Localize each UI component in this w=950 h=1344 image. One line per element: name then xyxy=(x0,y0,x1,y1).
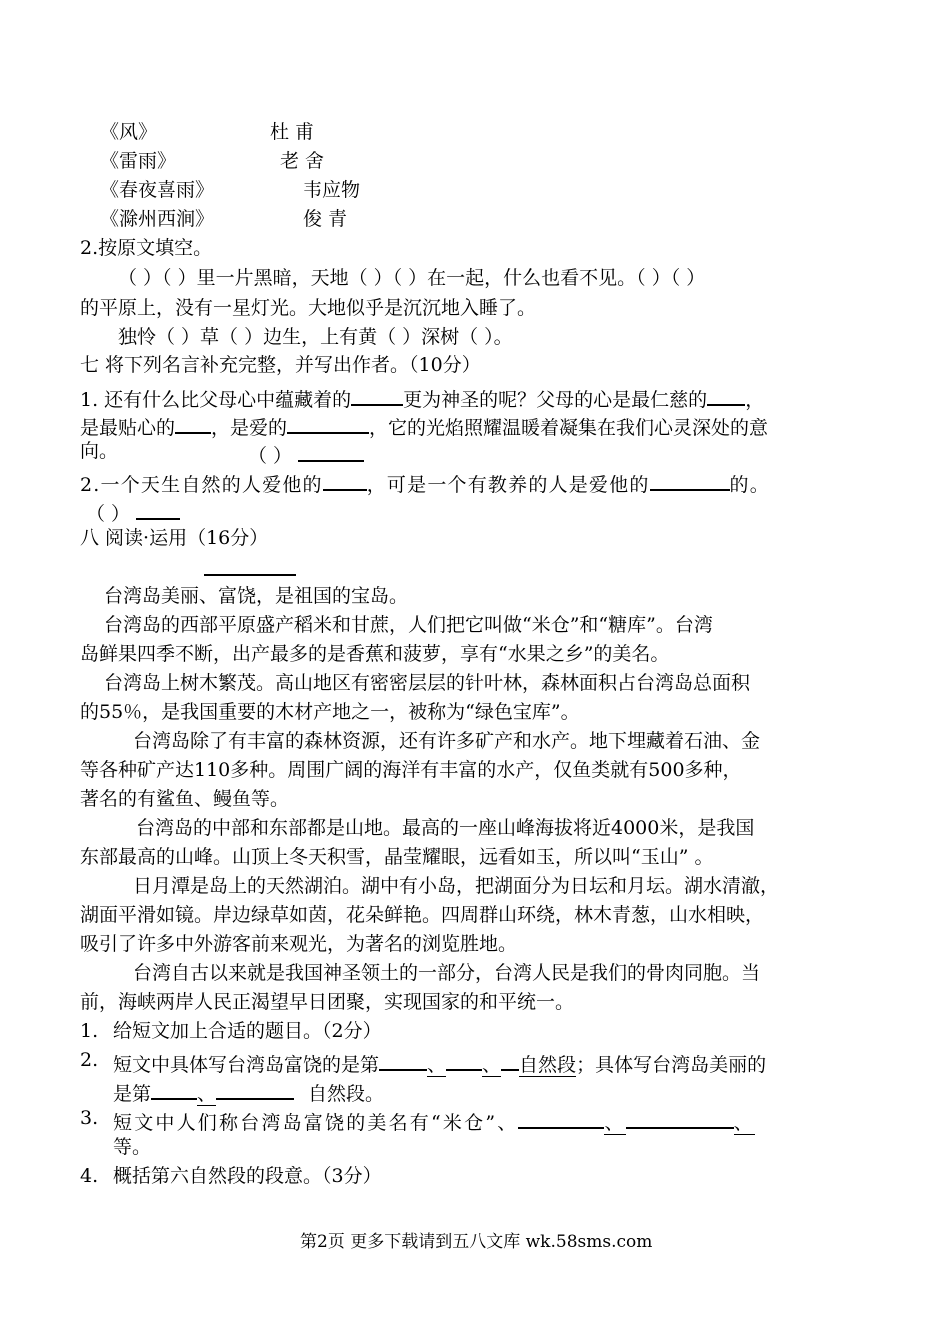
author-blank[interactable] xyxy=(298,438,364,462)
author-blank[interactable] xyxy=(136,496,180,520)
page-footer: 第2页 更多下载请到五八文库 wk.58sms.com xyxy=(300,1232,653,1252)
poem-title-4: 《滁州西涧》 xyxy=(100,208,215,230)
quote-1-text-c: ， xyxy=(745,389,765,411)
question-2-line-2 xyxy=(113,1076,384,1107)
passage-p2-l2: 岛鲜果四季不断，出产最多的是香蕉和菠萝，享有“水果之乡”的美名。 xyxy=(80,643,670,665)
question-2-text-e: 自然段。 xyxy=(308,1083,385,1105)
poem-author-4: 俊 青 xyxy=(303,208,348,230)
quote-1-text-e: ，是爱的 xyxy=(211,417,288,439)
question-2-sep-1: 、 xyxy=(427,1054,447,1076)
blank[interactable] xyxy=(446,1047,482,1071)
passage-p4-l1: 台湾岛除了有丰富的森林资源，还有许多矿产和水产。地下埋藏着石油、金 xyxy=(133,730,761,752)
question-3-sep-2: 、 xyxy=(733,1112,755,1134)
quote-1-line-1 xyxy=(80,382,764,413)
blank[interactable] xyxy=(351,382,403,406)
quote-1-text-f: ，它的光焰照耀温暖着凝集在我们心灵深处的意 xyxy=(369,417,769,439)
question-3-text-a: 短文中人们称台湾岛富饶的美名有“米仓”、 xyxy=(113,1112,519,1134)
quote-1-author-paren: （ ） xyxy=(248,445,293,467)
blank[interactable] xyxy=(518,1105,604,1129)
quote-2-author xyxy=(86,496,180,527)
poem-title-3: 《春夜喜雨》 xyxy=(100,179,215,201)
question-2-number: 2. xyxy=(80,1049,99,1071)
blank[interactable] xyxy=(626,1105,734,1129)
quote-2-line-1 xyxy=(80,467,770,498)
passage-p6-l2: 湖面平滑如镜。岸边绿草如茵，花朵鲜艳。四周群山环绕，林木青葱，山水相映， xyxy=(80,904,765,926)
q2-line-2: 的平原上，没有一星灯光。大地似乎是沉沉地入睡了。 xyxy=(80,297,537,319)
passage-p5-l2: 东部最高的山峰。山顶上冬天积雪，晶莹耀眼，远看如玉，所以叫“玉山” 。 xyxy=(80,846,714,868)
question-1-text: 给短文加上合适的题目。（2分） xyxy=(113,1020,382,1042)
poem-author-2: 老 舍 xyxy=(280,150,325,172)
blank[interactable] xyxy=(175,410,211,434)
quote-1-text-d: 是最贴心的 xyxy=(80,417,176,439)
quote-1-author xyxy=(248,438,364,469)
blank[interactable] xyxy=(650,467,730,491)
question-2-text-b: 自然段 xyxy=(519,1054,577,1076)
q2-heading: 2.按原文填空。 xyxy=(80,237,213,259)
question-3-line-1 xyxy=(113,1105,755,1136)
question-3-sep-1: 、 xyxy=(604,1112,626,1134)
question-2-text-c: ；具体写台湾岛美丽的 xyxy=(576,1054,767,1076)
blank[interactable] xyxy=(379,1047,427,1071)
question-2-text-a: 短文中具体写台湾岛富饶的是第 xyxy=(113,1054,380,1076)
quote-2-text-b: ，可是一个有教养的人是爱他的 xyxy=(366,474,650,496)
question-4-text: 概括第六自然段的段意。（3分） xyxy=(113,1165,382,1187)
passage-p3-l1: 台湾岛上树木繁茂。高山地区有密密层层的针叶林，森林面积占台湾岛总面积 xyxy=(104,672,751,694)
poem-title-1: 《风》 xyxy=(100,121,158,143)
poem-title-2: 《雷雨》 xyxy=(100,150,177,172)
quote-1-text-b: 更为神圣的呢？父母的心是最仁慈的 xyxy=(403,389,708,411)
quote-2-author-paren: （ ） xyxy=(86,503,131,525)
blank[interactable] xyxy=(216,1076,294,1100)
question-4-number: 4. xyxy=(80,1165,99,1187)
blank[interactable] xyxy=(707,382,745,406)
section-7-heading: 七 将下列名言补充完整，并写出作者。（10分） xyxy=(80,354,481,376)
q2-line-1: （ ）（ ）里一片黑暗，天地（ ）（ ）在一起，什么也看不见。（ ）（ ） xyxy=(118,267,706,289)
quote-2-text-c: 的。 xyxy=(729,474,770,496)
passage-p6-l1: 日月潭是岛上的天然湖泊。湖中有小岛，把湖面分为日坛和月坛。湖水清澈， xyxy=(133,875,780,897)
poem-author-1: 杜 甫 xyxy=(270,121,315,143)
question-3-number: 3. xyxy=(80,1107,99,1129)
passage-p6-l3: 吸引了许多中外游客前来观光，为著名的浏览胜地。 xyxy=(80,933,518,955)
blank[interactable] xyxy=(501,1047,519,1071)
passage-p7-l2: 前，海峡两岸人民正渴望早日团聚，实现国家的和平统一。 xyxy=(80,991,575,1013)
blank[interactable] xyxy=(287,410,369,434)
quote-1-line-2 xyxy=(80,410,768,441)
question-2-sep-2: 、 xyxy=(482,1054,502,1076)
passage-p5-l1: 台湾岛的中部和东部都是山地。最高的一座山峰海拔将近4000米，是我国 xyxy=(136,817,755,839)
quote-1-line-3 xyxy=(80,438,118,464)
quote-1-text-g: 向。 xyxy=(80,440,119,462)
passage-p7-l1: 台湾自古以来就是我国神圣领土的一部分，台湾人民是我们的骨肉同胞。当 xyxy=(133,962,761,984)
passage-p4-l3: 著名的有鲨鱼、鳗鱼等。 xyxy=(80,788,290,810)
passage-p2-l1: 台湾岛的西部平原盛产稻米和甘蔗，人们把它叫做“米仓”和“糖库”。台湾 xyxy=(104,614,713,636)
question-2-text-d: 是第 xyxy=(113,1083,152,1105)
quote-1-text-a: 1. 还有什么比父母心中蕴藏着的 xyxy=(80,389,352,411)
passage-p1: 台湾岛美丽、富饶，是祖国的宝岛。 xyxy=(104,585,409,607)
question-1-number: 1. xyxy=(80,1020,99,1042)
quote-2-text-a: 2.一个天生自然的人爱他的 xyxy=(80,474,323,496)
question-2-sep-3: 、 xyxy=(197,1083,217,1105)
section-8-heading: 八 阅读·运用（16分） xyxy=(80,527,269,549)
question-3-line-2: 等。 xyxy=(113,1136,152,1158)
passage-p3-l2: 的55％，是我国重要的木材产地之一，被称为“绿色宝库”。 xyxy=(80,701,580,723)
blank[interactable] xyxy=(323,467,367,491)
passage-p4-l2: 等各种矿产达110多种。周围广阔的海洋有丰富的水产，仅鱼类就有500多种， xyxy=(80,759,742,781)
question-2-line-1 xyxy=(113,1047,766,1078)
q2-line-3: 独怜（ ）草（ ）边生，上有黄（ ）深树（ ）。 xyxy=(118,326,513,348)
blank[interactable] xyxy=(151,1076,197,1100)
poem-author-3: 韦应物 xyxy=(303,179,361,201)
title-blank[interactable] xyxy=(204,552,296,576)
